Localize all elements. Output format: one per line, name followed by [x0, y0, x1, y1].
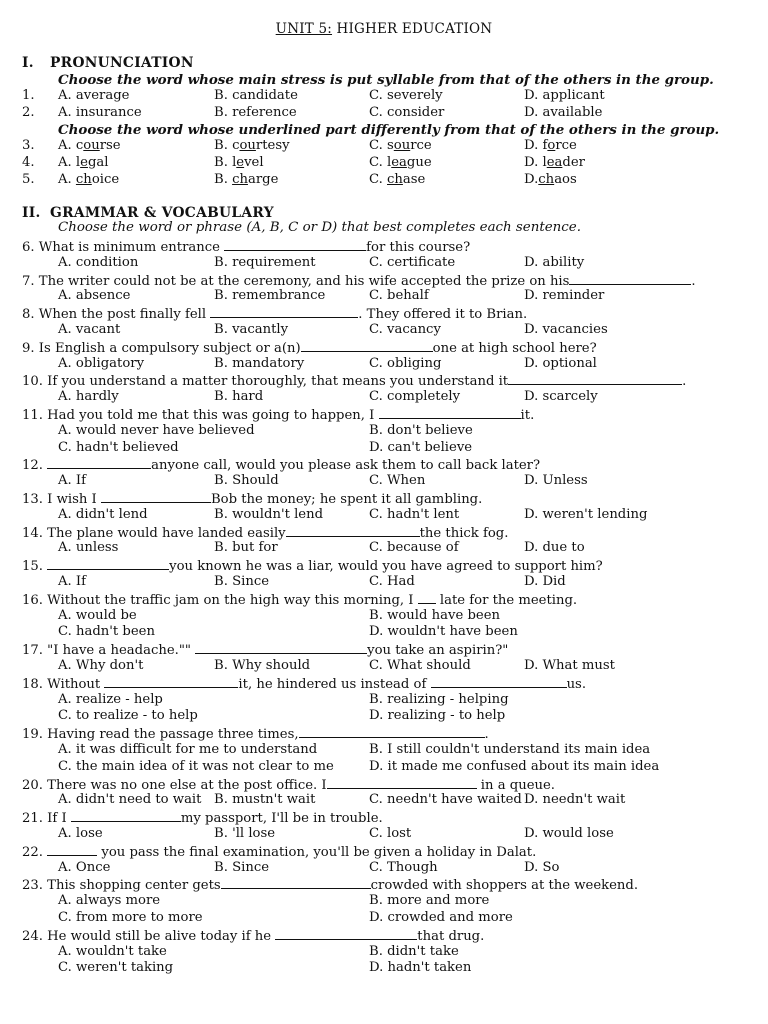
- option-text: der: [562, 155, 585, 170]
- question-stem: 21. If I: [22, 811, 71, 827]
- answer-option[interactable]: D. What must: [524, 658, 615, 673]
- answer-option[interactable]: A. average: [58, 88, 130, 103]
- answer-blank[interactable]: [47, 557, 169, 570]
- answer-option[interactable]: B. remembrance: [214, 288, 326, 304]
- answer-option[interactable]: C. to realize - to help: [58, 708, 198, 724]
- answer-option[interactable]: D. So: [524, 859, 560, 875]
- answer-option[interactable]: D. vacancies: [524, 322, 608, 337]
- item-number: 2.: [22, 105, 35, 120]
- answer-option[interactable]: [58, 155, 108, 170]
- answer-option[interactable]: C. What should: [369, 658, 471, 673]
- answer-option[interactable]: C. When: [369, 473, 426, 489]
- answer-blank[interactable]: [221, 876, 371, 889]
- option-text: rtesy: [255, 138, 290, 153]
- answer-option[interactable]: A. vacant: [58, 322, 121, 337]
- underlined-part: ea: [391, 155, 407, 170]
- answer-option[interactable]: B. mandatory: [214, 355, 305, 371]
- answer-option[interactable]: B. reference: [214, 105, 297, 120]
- answer-option[interactable]: B. Why should: [214, 658, 311, 673]
- answer-option[interactable]: B. mustn't wait: [214, 792, 316, 808]
- answer-option[interactable]: A. realize - help: [58, 691, 163, 707]
- option-text: gue: [406, 155, 432, 170]
- question-stem: in a queue.: [476, 777, 555, 793]
- answer-option[interactable]: C. hadn't believed: [58, 439, 179, 455]
- underlined-part: ch: [232, 172, 248, 187]
- answer-option[interactable]: [214, 155, 264, 170]
- option-text: vel: [244, 155, 264, 170]
- instruction-sound: Choose the word whose underlined part differently from that of the others in the group.: [58, 122, 720, 138]
- answer-option[interactable]: B. realizing - helping: [369, 691, 509, 707]
- option-text: A. c: [58, 138, 84, 153]
- option-text: rce: [410, 138, 432, 153]
- answer-option[interactable]: C. consider: [369, 105, 445, 120]
- question-stem: you pass the final examination, you'll be given a holiday in Dalat.: [97, 844, 537, 860]
- answer-option[interactable]: C. hadn't lent: [369, 506, 460, 522]
- answer-option[interactable]: B. would have been: [369, 607, 500, 623]
- option-text: D.: [524, 172, 539, 187]
- option-text: gal: [87, 155, 109, 170]
- answer-option[interactable]: A. always more: [58, 893, 161, 909]
- answer-option[interactable]: C. Had: [369, 574, 415, 589]
- answer-option[interactable]: [369, 172, 425, 187]
- question-stem: you known he was a liar, would you have agreed to support him?: [169, 559, 603, 575]
- underlined-part: ch: [538, 172, 555, 187]
- answer-option[interactable]: D. due to: [524, 540, 585, 556]
- item-number: 5.: [22, 172, 35, 187]
- answer-option[interactable]: B. Should: [214, 473, 279, 489]
- answer-option[interactable]: B. Since: [214, 859, 270, 875]
- answer-option[interactable]: C. because of: [369, 540, 459, 556]
- answer-option[interactable]: B. but for: [214, 540, 278, 556]
- question-stem: 23. This shopping center gets: [22, 878, 221, 894]
- option-text: D. l: [524, 155, 547, 170]
- answer-blank[interactable]: [379, 406, 521, 419]
- question-text: [22, 272, 696, 289]
- item-number: 3.: [22, 138, 35, 153]
- question-stem: 11. Had you told me that this was going to happen, I: [22, 408, 379, 423]
- option-text: B.: [214, 172, 233, 187]
- answer-blank[interactable]: [101, 490, 211, 503]
- answer-option[interactable]: A. If: [58, 473, 86, 489]
- instruction-stress: Choose the word whose main stress is put syllable from that of the others in the group.: [58, 72, 714, 88]
- answer-option[interactable]: A. it was difficult for me to understand: [58, 742, 318, 757]
- answer-option[interactable]: D. scarcely: [524, 389, 598, 405]
- answer-option[interactable]: B. candidate: [214, 88, 298, 103]
- answer-option[interactable]: [524, 155, 585, 170]
- answer-option[interactable]: A. unless: [58, 540, 119, 556]
- answer-option[interactable]: B. more and more: [369, 893, 490, 909]
- answer-option[interactable]: C. hadn't been: [58, 624, 155, 640]
- question-text: [22, 372, 686, 389]
- question-stem: Bob the money; he spent it all gambling.: [210, 492, 483, 507]
- option-text: D. f: [524, 138, 548, 153]
- answer-option[interactable]: A. would never have believed: [58, 422, 255, 438]
- question-text: [22, 776, 555, 793]
- answer-option[interactable]: A. obligatory: [58, 355, 145, 371]
- question-stem: .: [691, 273, 696, 289]
- answer-blank[interactable]: [418, 591, 436, 604]
- answer-blank[interactable]: [275, 927, 417, 940]
- option-text: B. c: [214, 138, 240, 153]
- option-text: arge: [247, 172, 279, 187]
- question-text: [22, 490, 482, 507]
- question-text: [22, 927, 484, 944]
- answer-option[interactable]: D. optional: [524, 355, 597, 371]
- answer-option[interactable]: D. realizing - to help: [369, 708, 506, 724]
- answer-option[interactable]: D. ability: [524, 254, 585, 270]
- answer-option[interactable]: C. behalf: [369, 288, 429, 304]
- underlined-part: o: [547, 138, 556, 153]
- question-stem: 19. Having read the passage three times,: [22, 727, 299, 743]
- option-text: aos: [554, 172, 577, 187]
- question-stem: 16. Without the traffic jam on the high way this morning, I: [22, 592, 418, 608]
- underlined-part: ou: [83, 138, 100, 153]
- answer-blank[interactable]: [431, 675, 567, 688]
- answer-option[interactable]: D. weren't lending: [524, 506, 648, 522]
- question-stem: late for the meeting.: [435, 592, 578, 608]
- answer-blank[interactable]: [195, 641, 367, 654]
- answer-blank[interactable]: [224, 238, 366, 251]
- answer-option[interactable]: A. absence: [58, 288, 131, 304]
- answer-option[interactable]: [58, 172, 119, 187]
- question-text: [22, 675, 586, 692]
- answer-option[interactable]: C. Though: [369, 859, 438, 875]
- answer-blank[interactable]: [327, 776, 477, 789]
- answer-blank[interactable]: [47, 843, 97, 856]
- underlined-part: e: [236, 155, 245, 170]
- underlined-part: ou: [393, 138, 411, 153]
- answer-blank[interactable]: [299, 725, 485, 738]
- answer-option[interactable]: A. condition: [58, 254, 139, 270]
- answer-option[interactable]: B. hard: [214, 389, 264, 405]
- question-text: [22, 641, 508, 658]
- section-grammar-heading: II. GRAMMAR & VOCABULARY: [22, 205, 274, 221]
- option-text: rce: [555, 138, 577, 153]
- option-text: oice: [91, 172, 120, 187]
- answer-option[interactable]: B. wouldn't lend: [214, 506, 324, 522]
- answer-option[interactable]: D. Did: [524, 574, 566, 589]
- question-stem: 8. When the post finally fell: [22, 307, 211, 323]
- underlined-part: ch: [75, 172, 92, 187]
- answer-option[interactable]: D. hadn't taken: [369, 960, 472, 976]
- question-stem: .: [484, 727, 489, 743]
- answer-option[interactable]: C. completely: [369, 389, 461, 405]
- answer-option[interactable]: D. applicant: [524, 88, 605, 103]
- answer-option[interactable]: B. 'll lose: [214, 826, 276, 841]
- answer-option[interactable]: A. would be: [58, 607, 137, 623]
- question-stem: anyone call, would you please ask them to call back later?: [151, 458, 541, 474]
- answer-option[interactable]: D. would lose: [524, 826, 614, 841]
- answer-option[interactable]: A. hardly: [58, 389, 119, 405]
- question-stem: . They offered it to Brian.: [358, 307, 528, 323]
- question-stem: .: [682, 374, 687, 390]
- option-text: A.: [58, 172, 76, 187]
- instruction-grammar: Choose the word or phrase (A, B, C or D) that best completes each sentence.: [58, 220, 581, 235]
- answer-option[interactable]: B. vacantly: [214, 322, 289, 337]
- answer-option[interactable]: C. certificate: [369, 254, 456, 270]
- section-pronunciation-heading: I. PRONUNCIATION: [22, 55, 194, 71]
- question-stem: it, he hindered us instead of: [238, 676, 431, 692]
- question-text: [22, 725, 489, 742]
- answer-option[interactable]: B. I still couldn't understand its main idea: [369, 742, 651, 757]
- answer-option[interactable]: C. the main idea of it was not clear to me: [58, 758, 334, 774]
- question-stem: for this course?: [366, 240, 471, 255]
- answer-option[interactable]: C. needn't have waited: [369, 792, 522, 808]
- question-stem: us.: [566, 676, 587, 692]
- question-text: [22, 591, 577, 608]
- question-stem: it.: [520, 408, 535, 423]
- question-text: [22, 238, 470, 255]
- answer-option[interactable]: B. Since: [214, 574, 270, 589]
- question-stem: 17. "I have a headache."": [22, 643, 196, 659]
- answer-option[interactable]: [524, 172, 577, 187]
- answer-option[interactable]: C. severely: [369, 88, 443, 103]
- answer-blank[interactable]: [210, 305, 358, 318]
- answer-option[interactable]: A. wouldn't take: [58, 943, 167, 959]
- answer-blank[interactable]: [569, 272, 691, 285]
- question-text: [22, 339, 597, 356]
- question-stem: 12.: [22, 458, 48, 474]
- answer-option[interactable]: A. Why don't: [58, 658, 144, 673]
- option-text: C. s: [369, 138, 394, 153]
- answer-option[interactable]: B. don't believe: [369, 422, 473, 438]
- answer-option[interactable]: D. crowded and more: [369, 910, 513, 925]
- answer-option[interactable]: [58, 138, 121, 153]
- answer-option[interactable]: D. can't believe: [369, 439, 473, 455]
- underlined-part: ou: [239, 138, 256, 153]
- answer-blank[interactable]: [71, 809, 181, 822]
- answer-blank[interactable]: [301, 339, 433, 352]
- question-stem: 20. There was no one else at the post office. I: [22, 777, 327, 793]
- option-text: C. l: [369, 155, 392, 170]
- option-text: C.: [369, 172, 388, 187]
- question-stem: 13. I wish I: [22, 492, 101, 507]
- question-stem: 9. Is English a compulsory subject or a(n): [22, 340, 301, 356]
- question-stem: 10. If you understand a matter thoroughly, that means you understand it: [22, 374, 509, 390]
- answer-option[interactable]: C. obliging: [369, 355, 442, 371]
- item-number: 1.: [22, 88, 35, 103]
- answer-option[interactable]: A. lose: [58, 826, 103, 841]
- answer-option[interactable]: D. it made me confused about its main idea: [369, 758, 660, 774]
- question-stem: you take an aspirin?": [367, 643, 509, 659]
- answer-option[interactable]: [369, 138, 432, 153]
- answer-option[interactable]: A. didn't need to wait: [58, 792, 202, 808]
- option-text: ase: [402, 172, 426, 187]
- answer-option[interactable]: B. requirement: [214, 254, 316, 270]
- unit-name: HIGHER EDUCATION: [332, 21, 493, 37]
- answer-option[interactable]: C. lost: [369, 826, 412, 841]
- question-stem: 18. Without: [22, 676, 105, 692]
- question-text: [22, 876, 638, 893]
- question-stem: my passport, I'll be in trouble.: [180, 811, 383, 827]
- question-stem: one at high school here?: [432, 340, 597, 356]
- answer-option[interactable]: D. needn't wait: [524, 792, 626, 808]
- answer-option[interactable]: [214, 172, 278, 187]
- answer-option[interactable]: D. Unless: [524, 473, 588, 489]
- option-text: rse: [99, 138, 121, 153]
- unit-number: UNIT 5:: [275, 21, 333, 37]
- answer-option[interactable]: [214, 138, 290, 153]
- answer-option[interactable]: D. reminder: [524, 288, 605, 304]
- question-stem: that drug.: [417, 928, 485, 944]
- question-stem: 15.: [22, 559, 48, 575]
- answer-option[interactable]: [524, 138, 577, 153]
- question-text: [22, 809, 383, 826]
- answer-blank[interactable]: [104, 675, 238, 688]
- underlined-part: ch: [387, 172, 403, 187]
- answer-option[interactable]: A. If: [58, 574, 86, 589]
- item-number: 4.: [22, 155, 35, 170]
- page-title: [0, 21, 768, 37]
- question-text: [22, 406, 534, 423]
- question-stem: 7. The writer could not be at the ceremony, and his wife accepted the prize on his: [22, 273, 570, 289]
- question-text: [22, 843, 536, 860]
- answer-blank[interactable]: [286, 524, 420, 537]
- answer-option[interactable]: A. insurance: [58, 105, 142, 120]
- answer-option[interactable]: D. wouldn't have been: [369, 624, 518, 640]
- question-text: [22, 456, 540, 473]
- question-stem: the thick fog.: [419, 525, 509, 541]
- answer-blank[interactable]: [508, 372, 682, 385]
- answer-option[interactable]: [369, 155, 432, 170]
- question-stem: crowded with shoppers at the weekend.: [370, 878, 639, 894]
- question-stem: 6. What is minimum entrance: [22, 240, 225, 255]
- question-text: [22, 557, 603, 574]
- underlined-part: ea: [546, 155, 563, 170]
- answer-option[interactable]: B. didn't take: [369, 943, 459, 959]
- answer-option[interactable]: C. vacancy: [369, 322, 441, 337]
- option-text: A. l: [58, 155, 81, 170]
- question-text: [22, 524, 508, 541]
- question-stem: 22.: [22, 844, 48, 860]
- answer-option[interactable]: A. Once: [58, 859, 111, 875]
- option-text: B. l: [214, 155, 237, 170]
- answer-option[interactable]: C. weren't taking: [58, 960, 174, 976]
- answer-option[interactable]: C. from more to more: [58, 910, 203, 925]
- underlined-part: e: [80, 155, 88, 170]
- question-stem: 14. The plane would have landed easily: [22, 525, 286, 541]
- question-stem: 24. He would still be alive today if he: [22, 928, 276, 944]
- answer-option[interactable]: D. available: [524, 105, 603, 120]
- answer-option[interactable]: A. didn't lend: [58, 506, 148, 522]
- question-text: [22, 305, 527, 322]
- answer-blank[interactable]: [47, 456, 151, 469]
